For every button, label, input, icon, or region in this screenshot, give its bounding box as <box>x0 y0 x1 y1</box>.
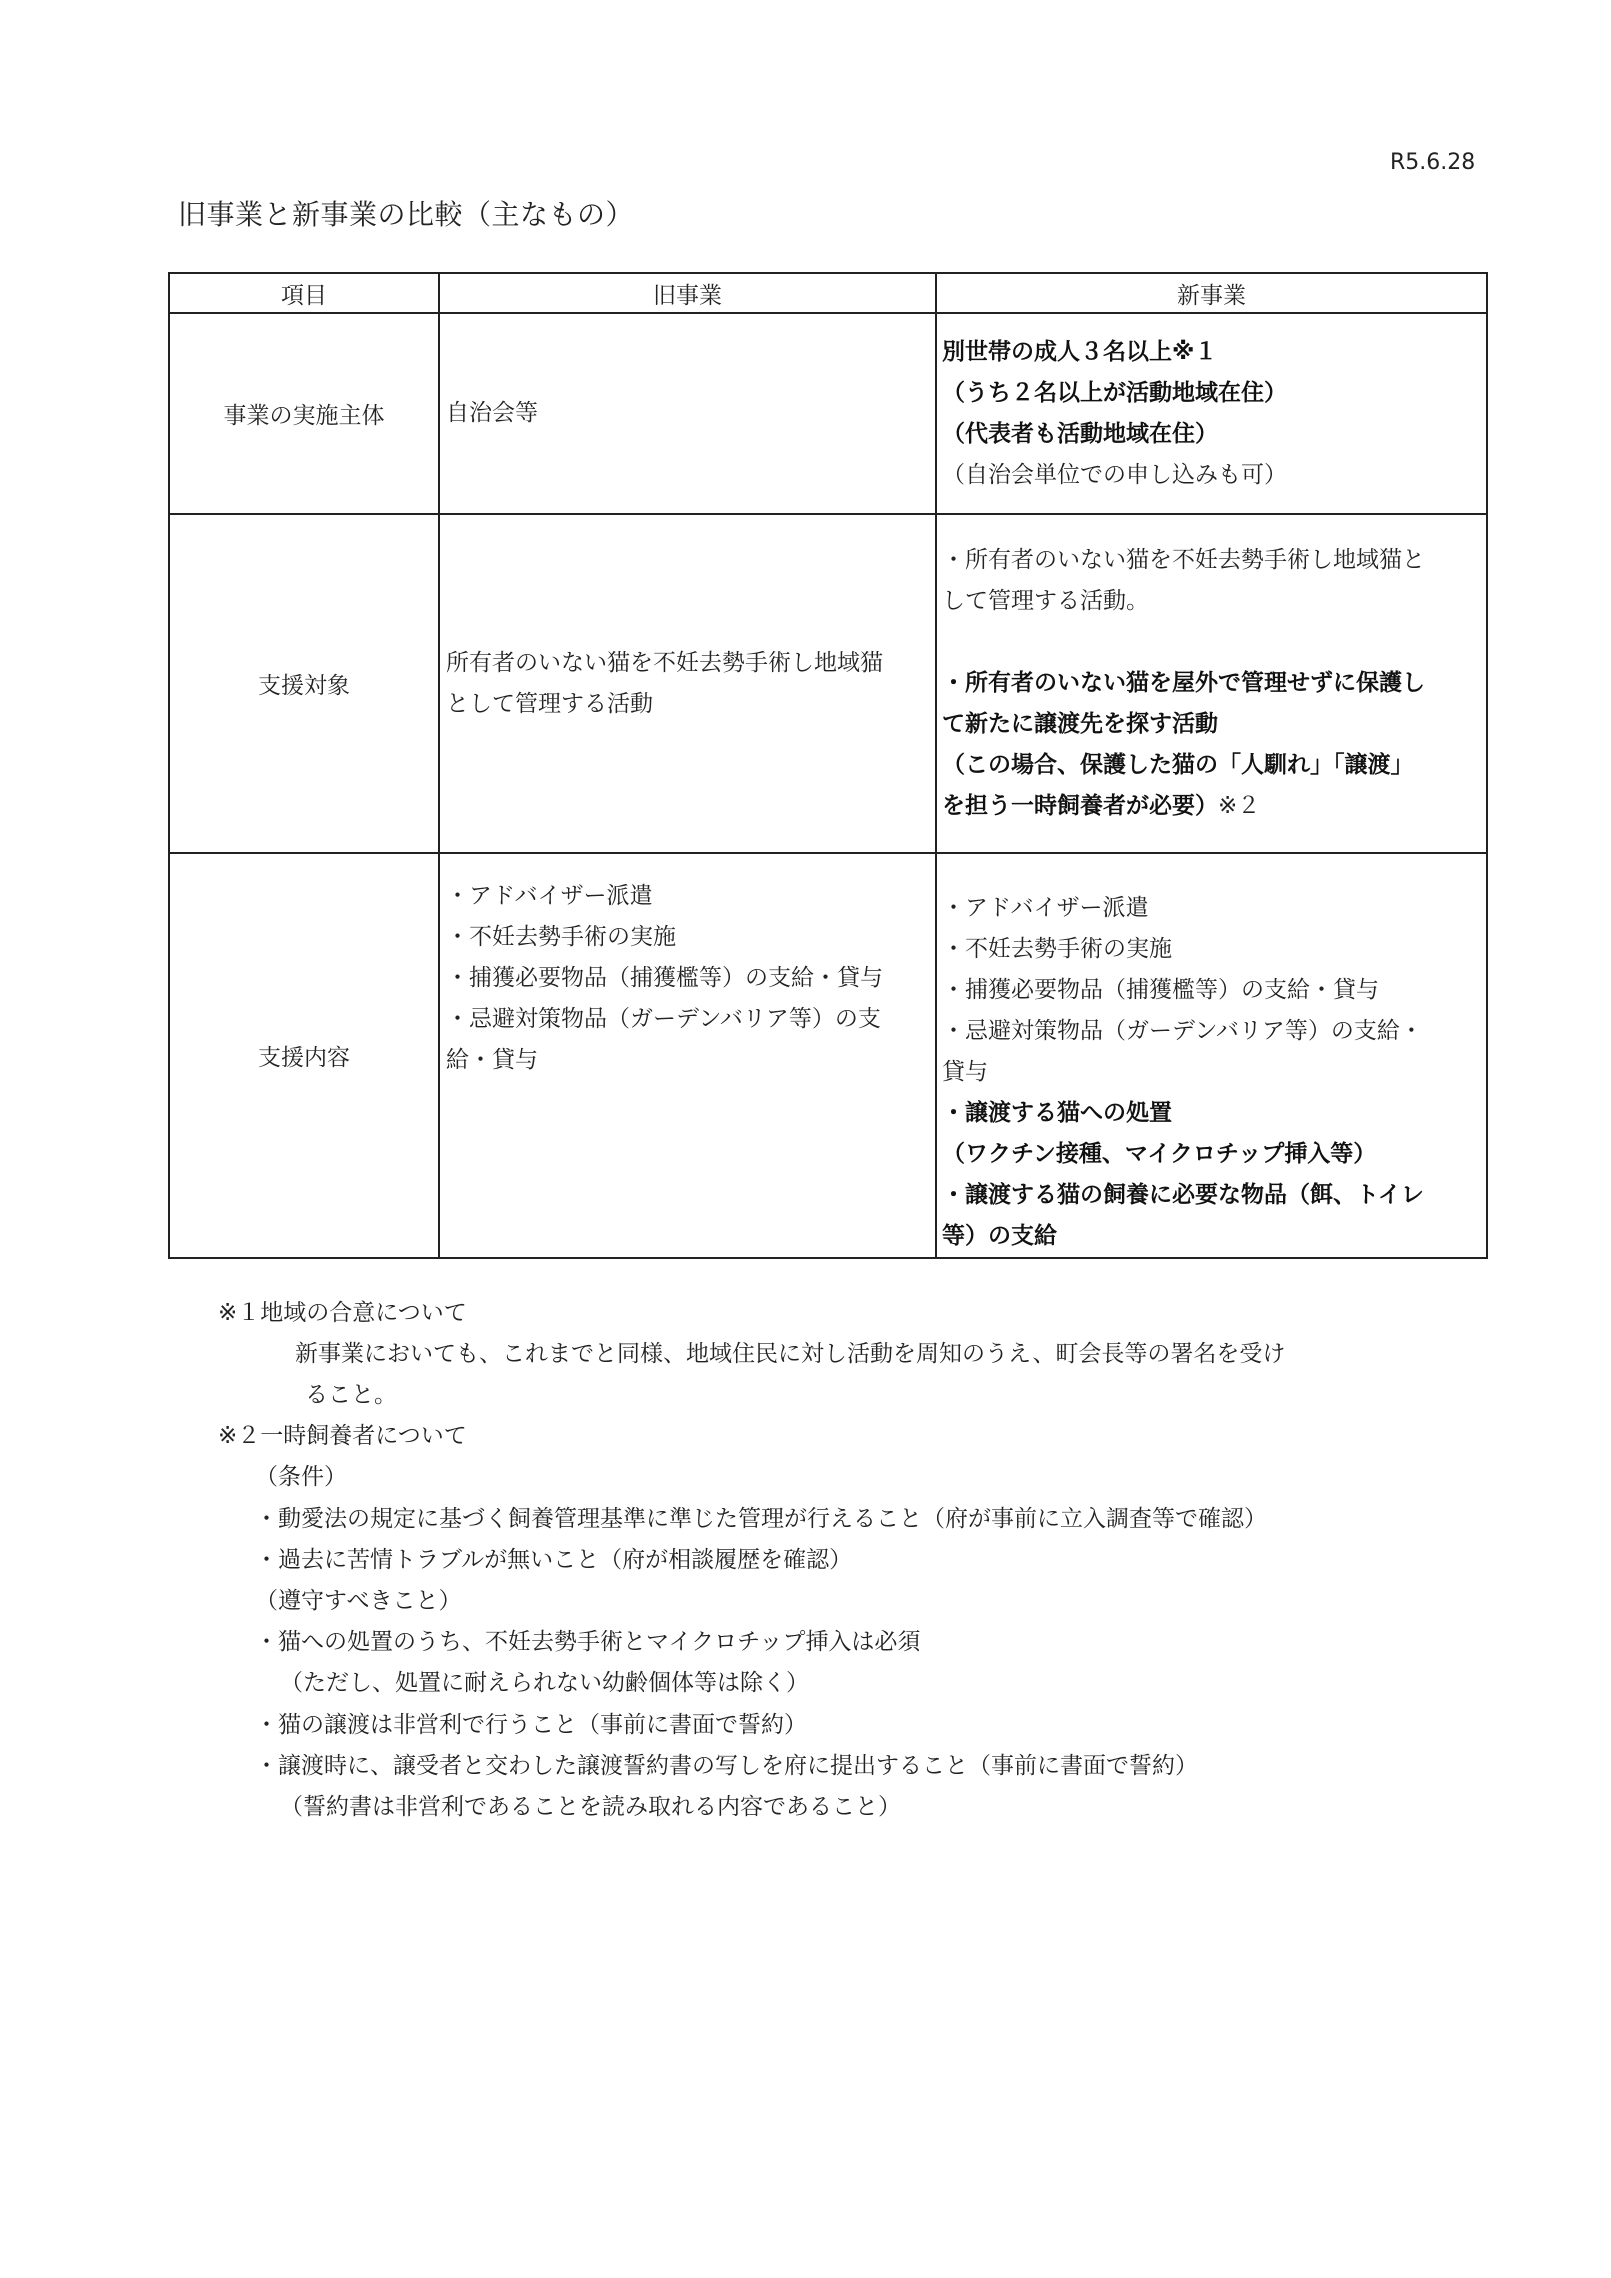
cell-line: として管理する活動 <box>446 690 653 717</box>
cell-line: して管理する活動。 <box>942 588 1149 614</box>
cell-line: 給・貸与 <box>446 1047 538 1073</box>
note-reference: ※２ <box>1218 793 1261 819</box>
new-cell <box>936 853 1487 1258</box>
cell-line: ・アドバイザー派遣 <box>446 883 653 909</box>
header-item: 項目 <box>169 273 439 313</box>
cell-line: ・譲渡する猫への処置 <box>942 1100 1172 1126</box>
cell-line: ・忌避対策物品（ガーデンバリア等）の支給・ <box>942 1018 1423 1044</box>
header-new-project: 新事業 <box>936 273 1487 313</box>
row-label: 支援対象 <box>169 514 439 853</box>
note-line: 新事業においても、これまでと同様、地域住民に対し活動を周知のうえ、町会長等の署名を受け <box>295 1341 1286 1367</box>
header-old-project: 旧事業 <box>439 273 936 313</box>
old-cell <box>439 853 936 1258</box>
note-line: ・猫の譲渡は非営利で行うこと（事前に書面で誓約） <box>255 1712 807 1738</box>
cell-line: （この場合、保護した猫の「人馴れ」「譲渡」 <box>942 752 1414 778</box>
cell-line: （代表者も活動地域在住） <box>942 420 1218 447</box>
bold-part: を担う一時飼養者が必要） <box>942 793 1218 819</box>
cell-line: 所有者のいない猫を不妊去勢手術し地域猫 <box>446 649 883 676</box>
note-line: ・譲渡時に、譲受者と交わした譲渡誓約書の写しを府に提出すること（事前に書面で誓約） <box>255 1753 1198 1779</box>
document-title: 旧事業と新事業の比較（主なもの） <box>178 198 635 231</box>
note-subheading: （遵守すべきこと） <box>255 1588 462 1614</box>
cell-line: ・不妊去勢手術の実施 <box>942 936 1172 962</box>
cell-line: ・所有者のいない猫を不妊去勢手術し地域猫と <box>942 547 1425 573</box>
cell-line: て新たに譲渡先を探す活動 <box>942 711 1218 737</box>
blank-line <box>942 622 1484 663</box>
note-heading: ※２一時飼養者について <box>218 1423 467 1449</box>
table-row <box>169 514 1487 853</box>
cell-line: 別世帯の成人３名以上※１ <box>942 338 1218 365</box>
table-row <box>169 853 1487 1258</box>
cell-line: （うち２名以上が活動地域在住） <box>942 379 1287 406</box>
document-date: R5.6.28 <box>1390 150 1476 175</box>
cell-line-mixed <box>942 786 1484 827</box>
note-line: ること。 <box>305 1382 397 1408</box>
cell-line: 自治会等 <box>446 400 538 426</box>
note-line: ・猫への処置のうち、不妊去勢手術とマイクロチップ挿入は必須 <box>255 1629 921 1655</box>
row-label: 事業の実施主体 <box>169 313 439 514</box>
table-row <box>169 313 1487 514</box>
note-line: （ただし、処置に耐えられない幼齢個体等は除く） <box>280 1670 809 1696</box>
cell-line: （自治会単位での申し込みも可） <box>942 461 1287 488</box>
row-label: 支援内容 <box>169 853 439 1258</box>
cell-line: ・忌避対策物品（ガーデンバリア等）の支 <box>446 1006 881 1032</box>
note-line: ・動愛法の規定に基づく飼養管理基準に準じた管理が行えること（府が事前に立入調査等で確認） <box>255 1506 1267 1532</box>
cell-line: ・捕獲必要物品（捕獲檻等）の支給・貸与 <box>446 965 883 991</box>
cell-line: ・不妊去勢手術の実施 <box>446 924 676 950</box>
cell-line: ・譲渡する猫の飼養に必要な物品（餌、トイレ <box>942 1182 1424 1208</box>
old-cell <box>439 313 936 514</box>
note-line: ・過去に苦情トラブルが無いこと（府が相談履歴を確認） <box>255 1547 853 1573</box>
note-line: （誓約書は非営利であることを読み取れる内容であること） <box>280 1794 901 1820</box>
old-cell <box>439 514 936 853</box>
note-subheading: （条件） <box>255 1464 347 1490</box>
cell-line: ・所有者のいない猫を屋外で管理せずに保護し <box>942 670 1425 696</box>
cell-line: （ワクチン接種、マイクロチップ挿入等） <box>942 1141 1377 1167</box>
cell-line: ・アドバイザー派遣 <box>942 895 1149 921</box>
cell-line: 貸与 <box>942 1059 988 1085</box>
note-heading: ※１地域の合意について <box>218 1300 467 1326</box>
table-header-row <box>169 273 1487 313</box>
cell-line: 等）の支給 <box>942 1223 1057 1249</box>
cell-line: ・捕獲必要物品（捕獲檻等）の支給・貸与 <box>942 977 1379 1003</box>
new-cell <box>936 514 1487 853</box>
comparison-table <box>168 272 1488 1259</box>
new-cell <box>936 313 1487 514</box>
